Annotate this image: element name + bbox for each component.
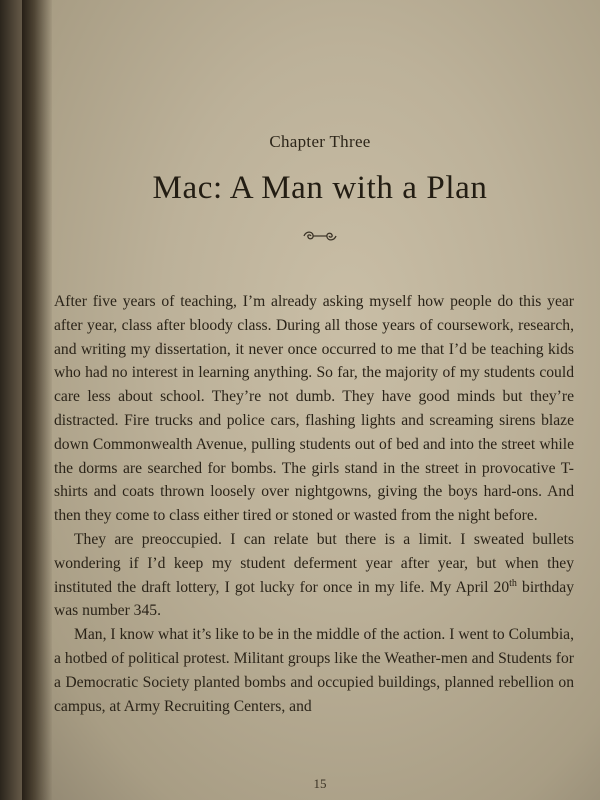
- chapter-title: Mac: A Man with a Plan: [152, 170, 488, 206]
- chapter-label: Chapter Three: [269, 132, 371, 151]
- paragraph-3: Man, I know what it’s like to be in the middle of the action. I went to Columbia, a hotbed of political protest. Militant groups like the Weather-men and Students for a Democratic Society planted bombs and occupied buildings, planned rebellion on campus, at Army Recruiting Centers, and: [54, 626, 574, 715]
- scroll-flourish-icon: [300, 228, 340, 244]
- chapter-body: [54, 290, 574, 718]
- paragraph-2-text-end: birthday was number 345.: [54, 578, 575, 620]
- paragraph-2: [54, 528, 574, 623]
- ordinal-suffix: th: [509, 577, 517, 589]
- page-binding-shadow: [22, 0, 52, 800]
- page-number: 15: [313, 776, 327, 791]
- paragraph-2-text: They are preoccupied. I can relate but there is a limit. I sweated bullets wondering if I’d keep my student deferment year after year, but when they instituted the draft lottery, I got lucky for once in my life. My April 20: [54, 530, 574, 596]
- paragraph-1: After five years of teaching, I’m already asking myself how people do this year after year, class after bloody class. During all those years of coursework, research, and writing my dissertation, it never once occurred to me that I’d be teaching kids who had no interest in learning anything. So far, the majority of my students could care less about school. They’re not dumb. They have good minds but they’re distracted. Fire trucks and police cars, flashing lights and screaming sirens blaze down Commonwealth Avenue, pulling students out of bed and into the street while the dorms are searched for bombs. The girls stand in the street in provocative T-shirts and coats thrown loosely over nightgowns, giving the boys hard-ons. And then they come to class either tired or stoned or wasted from the night before.: [54, 293, 574, 525]
